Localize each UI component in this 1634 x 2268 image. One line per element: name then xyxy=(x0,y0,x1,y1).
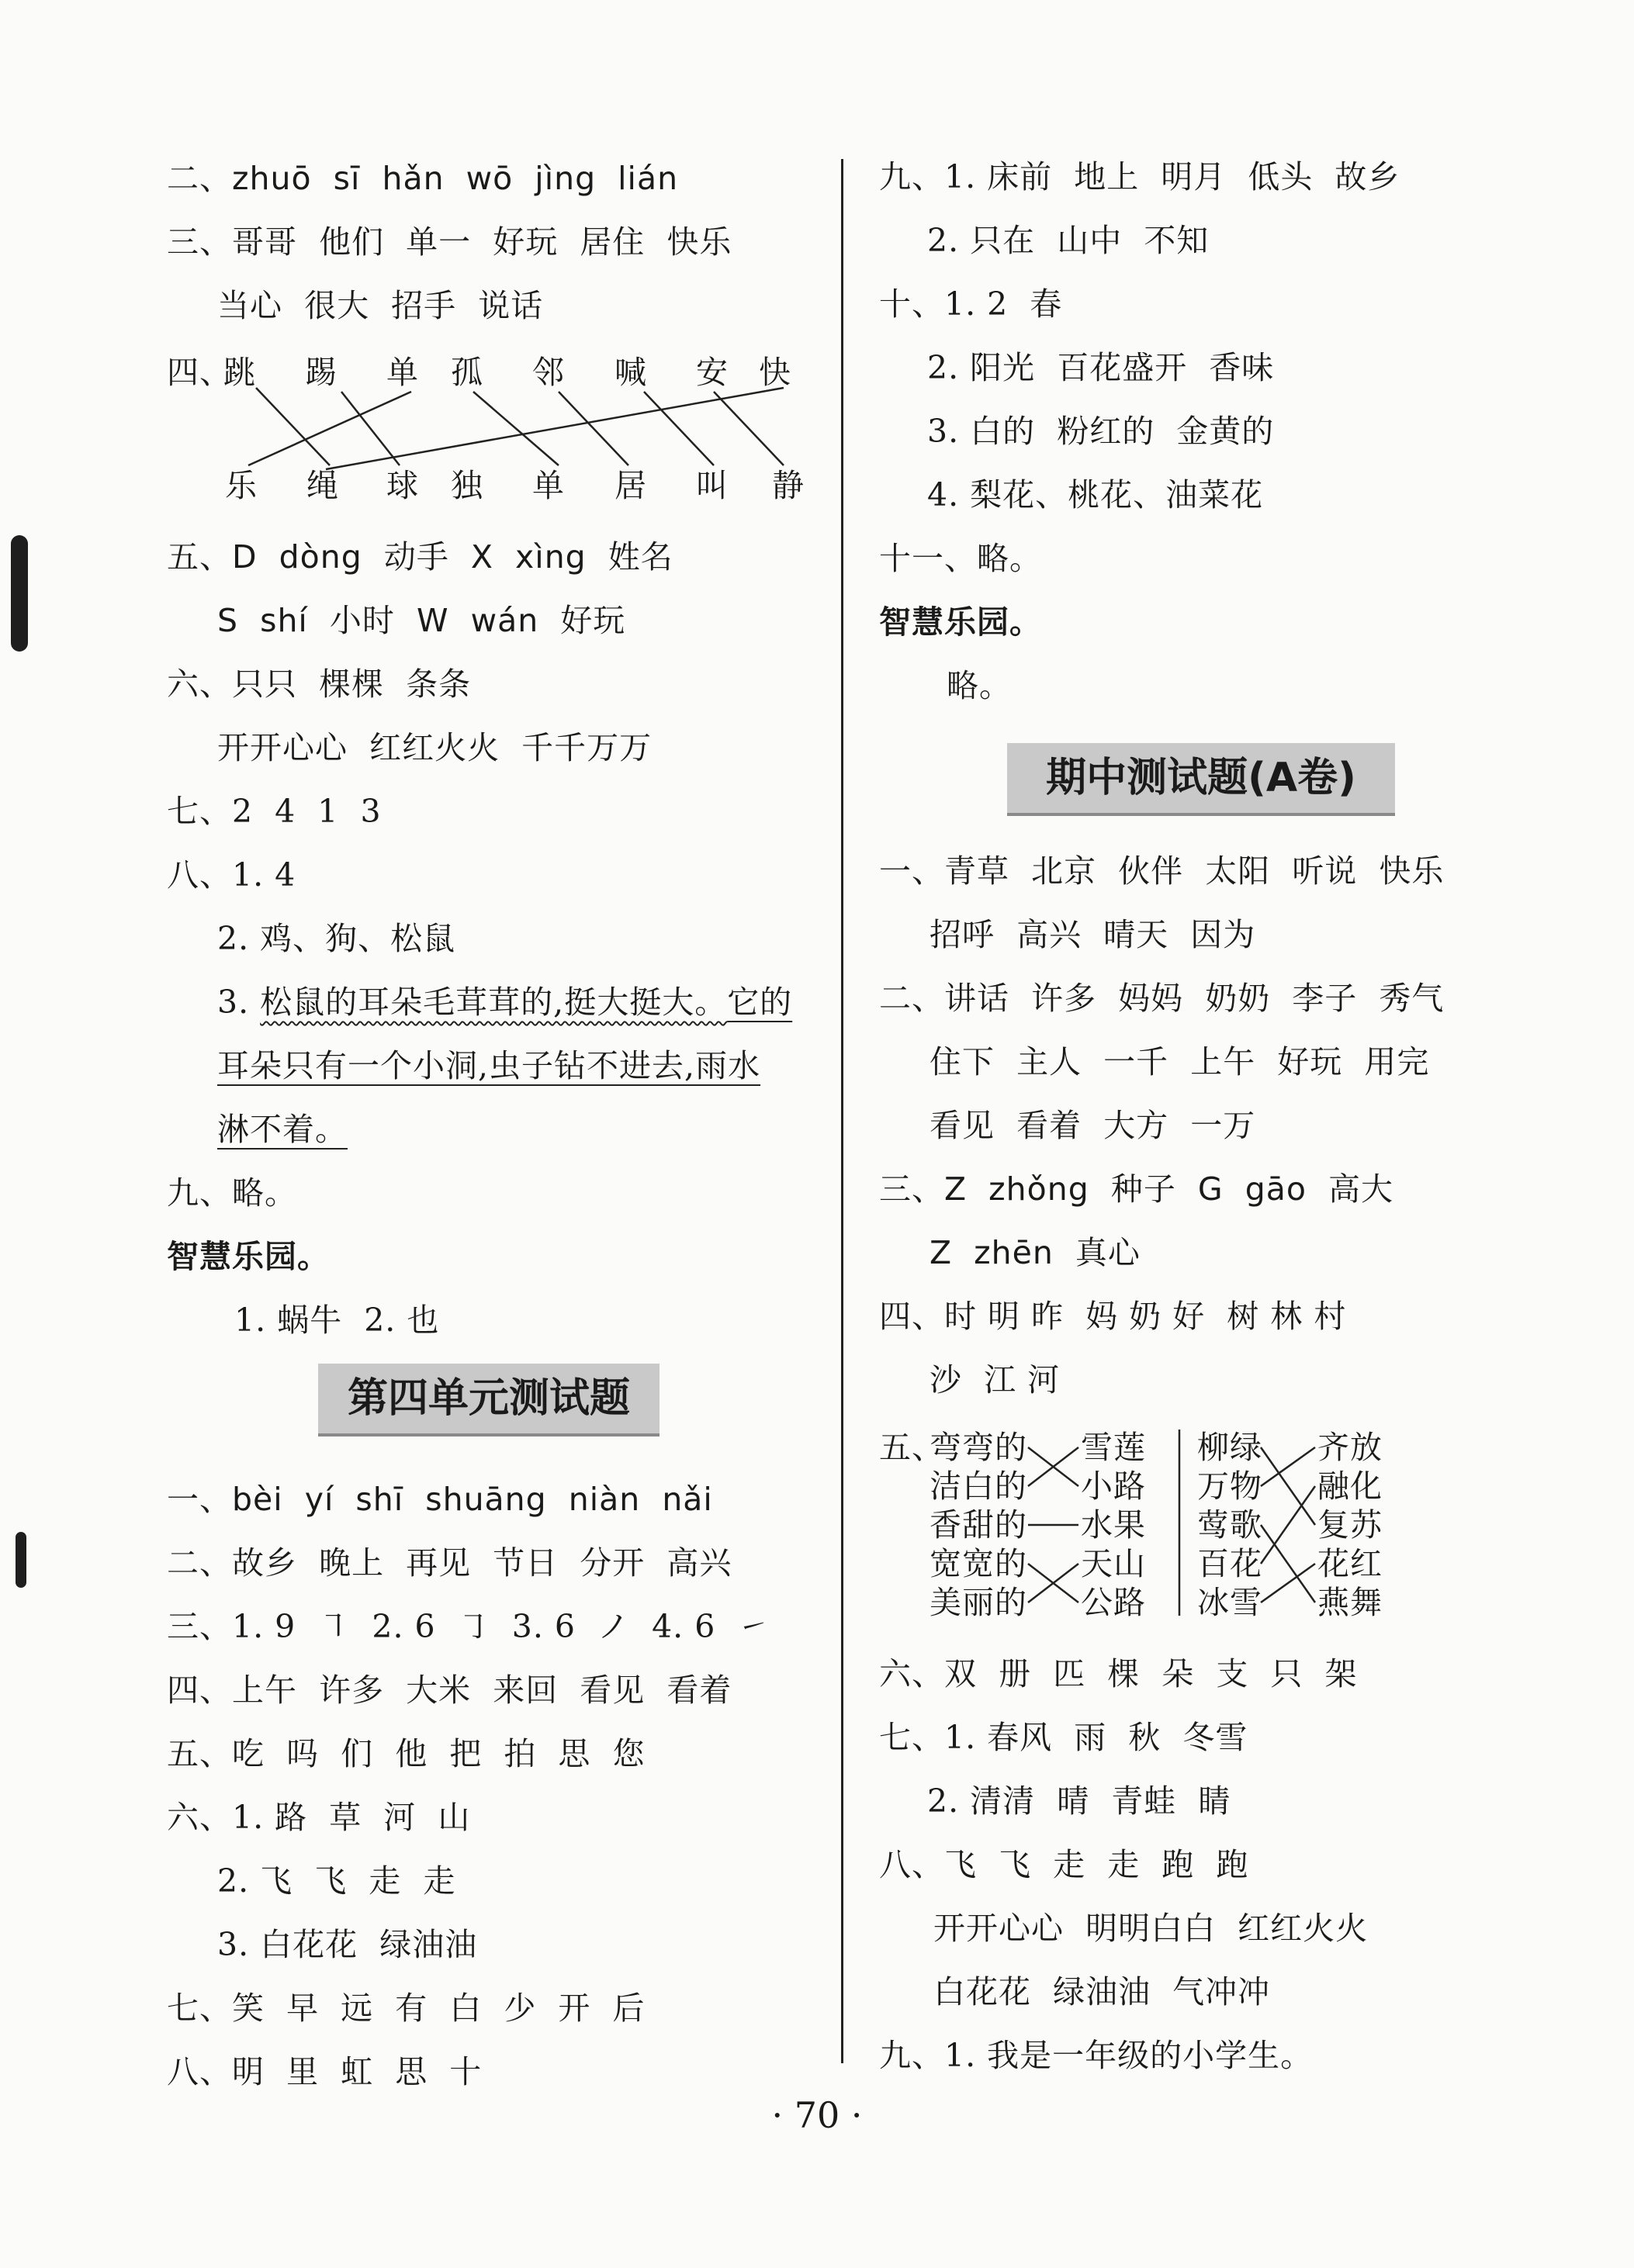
answer-line: 看见 看着 大方 一万 xyxy=(930,1107,1256,1144)
answer-line: 六、双 册 匹 棵 朵 支 只 架 xyxy=(879,1655,1358,1692)
match-bottom-char: 居 xyxy=(614,467,647,504)
answer-line: 开开心心 明明白白 红红火火 xyxy=(933,1910,1369,1947)
answer-line: 七、笑 早 远 有 白 少 开 后 xyxy=(167,1990,646,2027)
answer-line: 四、时 明 昨 妈 奶 好 树 林 村 xyxy=(879,1298,1347,1335)
answer-line: 四、上午 许多 大米 来回 看见 看着 xyxy=(167,1672,732,1709)
match-bottom-char: 单 xyxy=(532,467,565,504)
answer-line: 十、1. 2 春 xyxy=(879,285,1063,323)
match-top-char: 踢 xyxy=(305,354,338,391)
answer-line: 二、zhuō sī hǎn wō jìng lián xyxy=(167,160,679,197)
match-top-char: 跳 xyxy=(223,354,256,391)
match-left-a: 弯弯的 xyxy=(930,1429,1027,1466)
answer-line: 八、明 里 虹 思 十 xyxy=(167,2053,483,2090)
match-bottom-char: 叫 xyxy=(696,467,729,504)
match-bottom-char: 独 xyxy=(451,467,483,504)
section-heading: 智慧乐园。 xyxy=(167,1238,330,1275)
match-left-a: 宽宽的 xyxy=(930,1545,1027,1582)
match-left-b: 小路 xyxy=(1081,1468,1146,1505)
answer-line: 当心 很大 招手 说话 xyxy=(217,287,544,324)
answer-line: 略。 xyxy=(947,667,1012,704)
match-right-a: 柳绿 xyxy=(1197,1429,1262,1466)
match-bottom-char: 静 xyxy=(772,467,805,504)
match-left-b: 水果 xyxy=(1081,1506,1146,1544)
answer-line: 九、1. 床前 地上 明月 低头 故乡 xyxy=(879,158,1400,195)
match-top-char: 喊 xyxy=(614,354,647,391)
wavy-underlined-text: 松鼠的耳朵毛茸茸的,挺大挺大。 xyxy=(260,984,728,1021)
answer-line: 六、1. 路 草 河 山 xyxy=(167,1799,471,1836)
section-label: 四、 xyxy=(167,354,232,391)
answer-line: 2. 清清 晴 青蛙 睛 xyxy=(927,1782,1231,1820)
answer-line: 六、只只 棵棵 条条 xyxy=(167,666,472,703)
match-left-a: 美丽的 xyxy=(930,1584,1027,1621)
answer-line: 4. 梨花、桃花、油菜花 xyxy=(927,476,1264,513)
match-top-char: 单 xyxy=(386,354,419,391)
page-number: · 70 · xyxy=(771,2094,863,2136)
match-bottom-char: 绳 xyxy=(306,467,339,504)
match-right-a: 莺歌 xyxy=(1197,1506,1262,1544)
answer-line: 住下 主人 一千 上午 好玩 用完 xyxy=(930,1043,1430,1080)
match-right-b: 融化 xyxy=(1317,1468,1383,1505)
match-bottom-char: 球 xyxy=(386,467,419,504)
answer-line: 三、哥哥 他们 单一 好玩 居住 快乐 xyxy=(167,223,732,261)
match-left-a: 香甜的 xyxy=(930,1506,1027,1544)
answer-line: 二、讲话 许多 妈妈 奶奶 李子 秀气 xyxy=(879,980,1445,1017)
answer-line: 三、Z zhǒng 种子 G gāo 高大 xyxy=(879,1170,1394,1208)
answer-line: 七、2 4 1 3 xyxy=(167,793,382,830)
answer-line: 招呼 高兴 晴天 因为 xyxy=(930,916,1256,953)
answer-text: 3. xyxy=(217,984,261,1021)
match-right-a: 冰雪 xyxy=(1197,1584,1262,1621)
answer-line: 2. 飞 飞 走 走 xyxy=(217,1862,456,1900)
answer-line: 3. 白的 粉红的 金黄的 xyxy=(927,413,1275,450)
match-top-char: 快 xyxy=(759,354,791,391)
answer-line: 九、略。 xyxy=(167,1174,297,1212)
match-right-b: 齐放 xyxy=(1317,1429,1383,1466)
match-left-b: 公路 xyxy=(1081,1584,1146,1621)
match-left-b: 天山 xyxy=(1081,1545,1146,1582)
answer-line: 五、D dòng 动手 X xìng 姓名 xyxy=(167,538,673,576)
answer-line: 白花花 绿油油 气冲冲 xyxy=(933,1973,1271,2010)
answer-line: 七、1. 春风 雨 秋 冬雪 xyxy=(879,1719,1248,1756)
match-top-char: 邻 xyxy=(532,354,565,391)
answer-line: 八、飞 飞 走 走 跑 跑 xyxy=(879,1846,1249,1883)
match-bottom-char: 乐 xyxy=(225,467,258,504)
match-left-b: 雪莲 xyxy=(1081,1429,1146,1466)
answer-line: 八、1. 4 xyxy=(167,856,296,894)
midterm-test-title: 期中测试题(A卷) xyxy=(1007,743,1395,816)
answer-line: 三、1. 9 ㇕ 2. 6 ㇆ 3. 6 ノ 4. 6 ㇀ xyxy=(167,1608,770,1645)
section-heading: 智慧乐园。 xyxy=(879,603,1042,641)
answer-line: Z zhēn 真心 xyxy=(930,1234,1141,1271)
answer-line: 二、故乡 晚上 再见 节日 分开 高兴 xyxy=(167,1544,732,1582)
answer-line: S shí 小时 W wán 好玩 xyxy=(217,602,626,639)
answer-line: 沙 江 河 xyxy=(930,1361,1061,1398)
underlined-text: 淋不着。 xyxy=(217,1111,348,1148)
answer-line: 一、青草 北京 伙伴 太阳 听说 快乐 xyxy=(879,852,1445,890)
answer-line: 一、bèi yí shī shuāng niàn nǎi xyxy=(167,1481,713,1518)
answer-line: 3. 白花花 绿油油 xyxy=(217,1926,478,1963)
answer-line: 五、吃 吗 们 他 把 拍 思 您 xyxy=(167,1735,646,1772)
underlined-text: 它的 xyxy=(727,984,793,1021)
answer-line: 十一、略。 xyxy=(879,540,1042,577)
match-right-a: 万物 xyxy=(1197,1468,1262,1505)
match-right-b: 花红 xyxy=(1317,1545,1383,1582)
unit4-test-title: 第四单元测试题 xyxy=(318,1364,659,1437)
answer-line: 开开心心 红红火火 千千万万 xyxy=(217,729,653,766)
match-right-a: 百花 xyxy=(1197,1545,1262,1582)
section-label: 五、 xyxy=(879,1429,944,1466)
answer-line: 2. 只在 山中 不知 xyxy=(927,222,1210,259)
answer-line: 九、1. 我是一年级的小学生。 xyxy=(879,2037,1314,2074)
match-right-b: 燕舞 xyxy=(1317,1584,1383,1621)
answer-line: 2. 鸡、狗、松鼠 xyxy=(217,920,456,957)
match-top-char: 安 xyxy=(696,354,729,391)
match-top-char: 孤 xyxy=(451,354,483,391)
match-right-b: 复苏 xyxy=(1317,1506,1383,1544)
match-left-a: 洁白的 xyxy=(930,1468,1027,1505)
answer-line: 1. 蜗牛 2. 也 xyxy=(234,1302,440,1339)
answer-line: 2. 阳光 百花盛开 香味 xyxy=(927,349,1275,386)
underlined-text: 耳朵只有一个小洞,虫子钻不进去,雨水 xyxy=(217,1047,761,1084)
